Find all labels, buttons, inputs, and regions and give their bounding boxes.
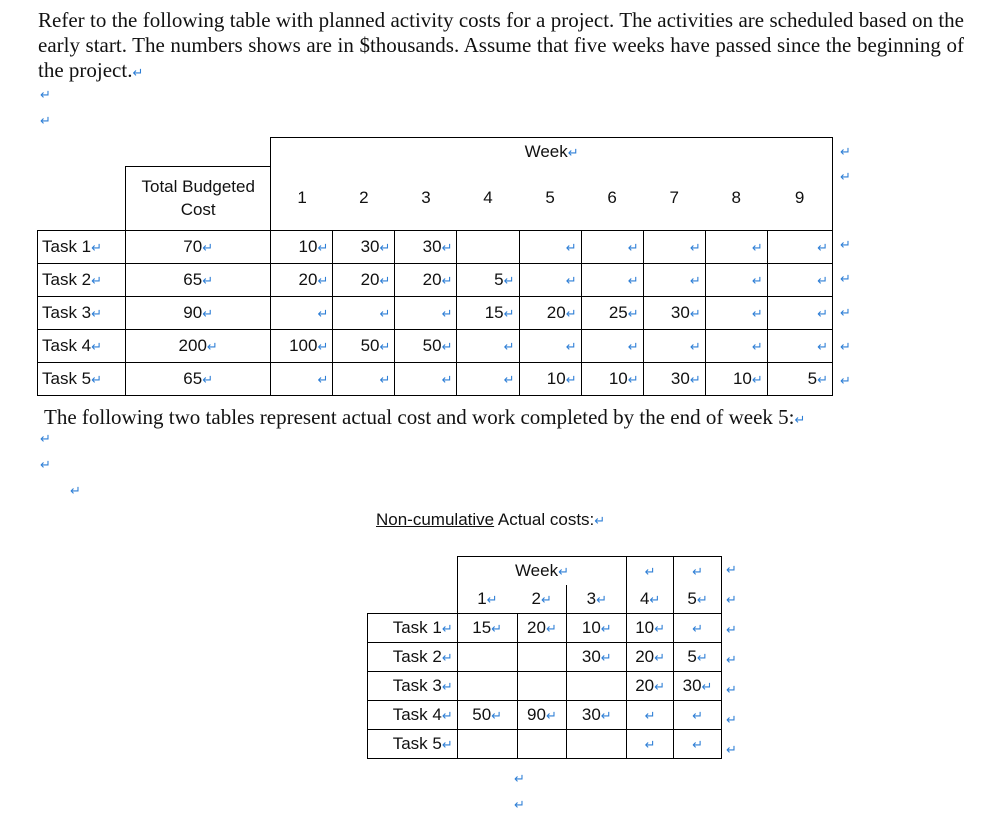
planned-cost-cell: ↵ — [705, 296, 767, 329]
planned-cost-cell: ↵ — [705, 329, 767, 362]
table-row — [38, 362, 833, 395]
planned-cost-cell: ↵ — [271, 296, 333, 329]
return-mark: ↵ — [726, 563, 737, 578]
week-number: 5 — [545, 187, 555, 207]
return-mark: ↵ — [840, 306, 851, 321]
table-row — [38, 296, 833, 329]
planned-cost-cell: ↵ — [581, 263, 643, 296]
planned-cost-cell: 20↵ — [271, 263, 333, 296]
planned-cost-cell — [457, 230, 519, 263]
return-mark: ↵ — [840, 272, 851, 287]
return-mark: ↵ — [132, 66, 144, 81]
actual-cost-cell: 15↵ — [457, 614, 517, 643]
task-name: Task 3↵ — [368, 672, 458, 701]
intro-text: Refer to the following table with planned activity costs for a project. The activities are scheduled based on the early start. The numbers shows are in $thousands. Assume that five weeks have passed since the beginning of the project. — [38, 8, 964, 82]
week-number: 3 — [421, 187, 431, 207]
week-number: 3↵ — [567, 585, 627, 614]
return-mark: ↵ — [840, 145, 851, 160]
planned-cost-cell: ↵ — [395, 296, 457, 329]
planned-cost-cell: ↵ — [643, 263, 705, 296]
actual-costs-caption: Non-cumulative Actual costs:↵ — [376, 510, 606, 529]
actual-cost-cell: 20↵ — [517, 614, 567, 643]
table-row — [38, 263, 833, 296]
planned-cost-cell: 5↵ — [457, 263, 519, 296]
task-name: Task 4↵ — [368, 701, 458, 730]
actual-cost-cell: ↵ — [627, 701, 674, 730]
return-mark: ↵ — [726, 743, 737, 758]
task-name: Task 5↵ — [38, 362, 126, 395]
planned-cost-cell: ↵ — [643, 230, 705, 263]
table-row — [368, 672, 722, 701]
planned-cost-cell: ↵ — [767, 230, 832, 263]
return-mark: ↵ — [40, 88, 51, 103]
planned-cost-cell: 20↵ — [333, 263, 395, 296]
actual-cost-cell: 10↵ — [627, 614, 674, 643]
actual-cost-cell — [457, 672, 517, 701]
actual-cost-cell — [517, 643, 567, 672]
total-budgeted-cost: 65↵ — [126, 362, 271, 395]
planned-cost-cell: 20↵ — [395, 263, 457, 296]
week-number: 5↵ — [674, 585, 722, 614]
planned-cost-cell: 25↵ — [581, 296, 643, 329]
return-mark: ↵ — [726, 623, 737, 638]
week-number: 4 — [483, 187, 493, 207]
total-budgeted-cost: 200↵ — [126, 329, 271, 362]
task-name: Task 2↵ — [38, 263, 126, 296]
return-mark: ↵ — [726, 593, 737, 608]
planned-cost-cell: 50↵ — [395, 329, 457, 362]
return-mark: ↵ — [514, 798, 525, 813]
planned-cost-cell: ↵ — [519, 329, 581, 362]
week-number: 2↵ — [517, 585, 567, 614]
week-number: 8 — [731, 187, 741, 207]
table-row — [368, 643, 722, 672]
planned-cost-table — [37, 137, 833, 396]
actual-cost-cell: 20↵ — [627, 643, 674, 672]
actual-cost-cell: 20↵ — [627, 672, 674, 701]
actual-cost-cell: ↵ — [674, 730, 722, 759]
return-mark: ↵ — [514, 772, 525, 787]
planned-cost-cell: ↵ — [581, 230, 643, 263]
return-mark: ↵ — [840, 238, 851, 253]
planned-cost-cell: 30↵ — [643, 296, 705, 329]
planned-cost-cell: 10↵ — [705, 362, 767, 395]
intro-paragraph — [38, 8, 964, 86]
actual-cost-cell: ↵ — [674, 614, 722, 643]
total-budgeted-cost: 70↵ — [126, 230, 271, 263]
actual-cost-cell: 30↵ — [567, 643, 627, 672]
week-number: 1 — [271, 166, 333, 230]
planned-cost-cell: ↵ — [767, 263, 832, 296]
actual-cost-cell — [457, 730, 517, 759]
week-header: Week↵ — [457, 557, 626, 586]
return-mark: ↵ — [840, 170, 851, 185]
table-row — [368, 730, 722, 759]
planned-cost-cell: 50↵ — [333, 329, 395, 362]
actual-cost-cell — [567, 730, 627, 759]
table-row — [38, 329, 833, 362]
actual-cost-cell: 30↵ — [674, 672, 722, 701]
actual-cost-cell — [517, 730, 567, 759]
week-number: 2 — [359, 187, 369, 207]
planned-cost-cell: ↵ — [767, 296, 832, 329]
task-name: Task 1↵ — [38, 230, 126, 263]
planned-cost-cell: 30↵ — [395, 230, 457, 263]
task-name: Task 3↵ — [38, 296, 126, 329]
total-budgeted-cost: 65↵ — [126, 263, 271, 296]
planned-cost-cell: ↵ — [519, 263, 581, 296]
actual-cost-table: Week↵ ↵ ↵ 1↵ 2↵ 3↵ 4↵ 5↵ Task 1↵ 15↵ 20↵ 10↵ 10↵ ↵ Task 2↵ 30↵ 20↵ 5↵ Task 3↵ 20↵ 30↵ Task 4↵ 50↵ 90↵ 30↵ ↵ ↵ Task 5↵ ↵ ↵ — [367, 556, 722, 759]
planned-cost-cell: 15↵ — [457, 296, 519, 329]
planned-cost-cell: 10↵ — [519, 362, 581, 395]
week-number: 6 — [607, 187, 617, 207]
return-mark: ↵ — [840, 374, 851, 389]
planned-cost-cell: ↵ — [581, 329, 643, 362]
planned-cost-cell: 5↵ — [767, 362, 832, 395]
planned-cost-cell: 30↵ — [643, 362, 705, 395]
planned-cost-cell: ↵ — [333, 362, 395, 395]
planned-cost-cell: ↵ — [767, 329, 832, 362]
total-budgeted-header: Total Budgeted Cost — [126, 166, 271, 230]
total-budgeted-cost: 90↵ — [126, 296, 271, 329]
week-number: 1↵ — [457, 585, 517, 614]
planned-cost-cell: 100↵ — [271, 329, 333, 362]
actual-cost-cell — [517, 672, 567, 701]
return-mark: ↵ — [40, 114, 51, 129]
task-name: Task 5↵ — [368, 730, 458, 759]
return-mark: ↵ — [726, 683, 737, 698]
actual-cost-cell: 50↵ — [457, 701, 517, 730]
week-header: Week↵ — [271, 138, 833, 167]
planned-cost-cell: 10↵ — [271, 230, 333, 263]
return-mark: ↵ — [40, 458, 51, 473]
actual-cost-cell: 30↵ — [567, 701, 627, 730]
table-row — [368, 614, 722, 643]
task-name: Task 1↵ — [368, 614, 458, 643]
actual-cost-cell: 10↵ — [567, 614, 627, 643]
table-row — [38, 230, 833, 263]
task-name: Task 4↵ — [38, 329, 126, 362]
planned-cost-cell: ↵ — [271, 362, 333, 395]
task-name: Task 2↵ — [368, 643, 458, 672]
week-number: 9 — [767, 166, 832, 230]
mid-paragraph: The following two tables represent actual cost and work completed by the end of week 5:↵ — [44, 405, 806, 429]
planned-cost-cell: ↵ — [457, 362, 519, 395]
actual-cost-cell: 5↵ — [674, 643, 722, 672]
week-number: 7 — [669, 187, 679, 207]
planned-cost-cell: ↵ — [333, 296, 395, 329]
table-row — [368, 701, 722, 730]
planned-cost-cell: ↵ — [395, 362, 457, 395]
return-mark: ↵ — [726, 653, 737, 668]
actual-cost-cell: 90↵ — [517, 701, 567, 730]
actual-cost-cell — [457, 643, 517, 672]
planned-cost-cell: ↵ — [705, 263, 767, 296]
return-mark: ↵ — [840, 340, 851, 355]
week-number: 4↵ — [627, 585, 674, 614]
actual-cost-cell — [567, 672, 627, 701]
planned-cost-cell: 30↵ — [333, 230, 395, 263]
return-mark: ↵ — [726, 713, 737, 728]
planned-cost-cell: ↵ — [519, 230, 581, 263]
planned-cost-cell: 10↵ — [581, 362, 643, 395]
actual-cost-cell: ↵ — [674, 701, 722, 730]
return-mark: ↵ — [70, 484, 81, 499]
planned-cost-cell: ↵ — [457, 329, 519, 362]
actual-cost-cell: ↵ — [627, 730, 674, 759]
return-mark: ↵ — [40, 432, 51, 447]
planned-cost-cell: ↵ — [705, 230, 767, 263]
planned-cost-cell: 20↵ — [519, 296, 581, 329]
planned-cost-cell: ↵ — [643, 329, 705, 362]
